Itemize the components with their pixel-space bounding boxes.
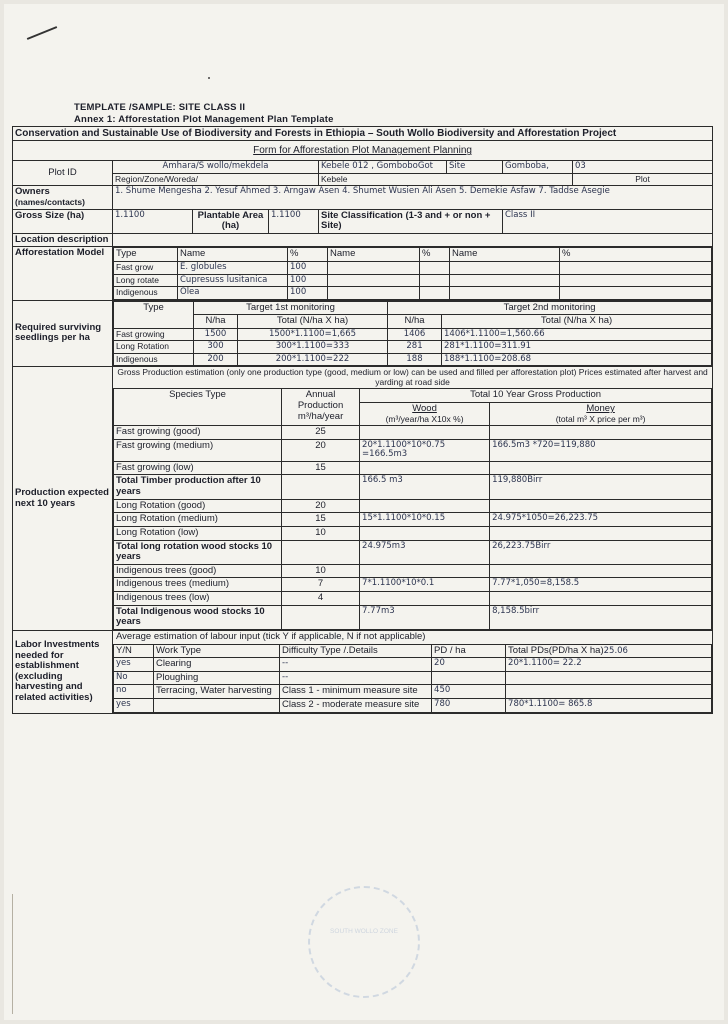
owners-label-cell [13, 186, 113, 209]
plantable-area-value: 1.1100 [269, 209, 319, 233]
region-value: Amhara/S wollo/mekdela [113, 161, 319, 174]
labor-note: Average estimation of labour input (tick Y if applicable, N if not applicable) [116, 630, 426, 642]
production-species: Fast growing (low) [114, 461, 282, 475]
production-species: Indigenous trees (medium) [114, 578, 282, 592]
wood-volume [360, 526, 490, 540]
seedling-n1: 1500 [194, 328, 238, 341]
wood-header-cell [360, 403, 490, 426]
region-label: Region/Zone/Woreda/ [113, 173, 319, 186]
seedling-n2: 281 [388, 341, 442, 354]
seedlings-table [113, 301, 712, 367]
owners-label: Owners [15, 186, 50, 198]
wood-volume: 20*1.1100*10*0.75 =166.5m3 [360, 439, 490, 461]
site-classification-value: Class II [503, 209, 713, 233]
afforestation-species: Olea [178, 287, 288, 300]
annual-production: 4 [282, 592, 360, 606]
labor-work-type: Terracing, Water harvesting [154, 685, 280, 699]
labor-work-type [154, 699, 280, 713]
total-pds-value: 25.06 [603, 645, 628, 656]
plantable-area-label: Plantable Area (ha) [193, 209, 269, 233]
labor-difficulty: Class 1 - minimum measure site [280, 685, 432, 699]
labor-difficulty: -- [280, 671, 432, 685]
seedling-type: Indigenous [114, 353, 194, 366]
labor-pd: 780 [432, 699, 506, 713]
production-species: Indigenous trees (good) [114, 564, 282, 578]
production-species: Fast growing (good) [114, 426, 282, 440]
seedling-n1: 300 [194, 341, 238, 354]
afforestation-type: Fast grow [114, 262, 178, 275]
target2-nha-header: N/ha [388, 315, 442, 329]
seedling-type: Long Rotation [114, 341, 194, 354]
annual-production: 20 [282, 499, 360, 513]
labor-table [113, 644, 712, 713]
kebele-value: Kebele 012 , GomboboGot [319, 161, 447, 174]
seedling-n2: 1406 [388, 328, 442, 341]
target2-header: Target 2nd monitoring [388, 301, 712, 315]
plot-management-form [12, 126, 713, 714]
labor-table-cell [113, 630, 713, 713]
owners-value: 1. Shume Mengesha 2. Yesuf Ahmed 3. Arngaw Asen 4. Shumet Wusien Ali Asen 5. Demekie Asfaw 7. Taddse Asegie [113, 186, 713, 209]
labor-total [506, 685, 712, 699]
labor-label: Labor Investments needed for establishment (excluding harvesting and related activities) [13, 630, 113, 713]
money-total: 8,158.5birr [490, 605, 712, 629]
annual-production [282, 605, 360, 629]
wood-volume: 7*1.1100*10*0.1 [360, 578, 490, 592]
form-title: Form for Afforestation Plot Management Planning [13, 141, 713, 161]
money-subheader: (total m³ X price per m³) [555, 413, 646, 424]
money-value [490, 564, 712, 578]
annual-production: 20 [282, 439, 360, 461]
money-value: 24.975*1050=26,223.75 [490, 513, 712, 527]
total-production-header: Total 10 Year Gross Production [360, 389, 712, 403]
annual-production: 10 [282, 564, 360, 578]
annual-production [282, 475, 360, 499]
afforestation-name-header: Name [450, 248, 560, 262]
afforestation-table [113, 247, 712, 299]
labor-total [506, 671, 712, 685]
afforestation-pct-header: % [560, 248, 712, 262]
seedling-n1: 200 [194, 353, 238, 366]
stamp-text: SOUTH WOLLO ZONE [330, 928, 398, 935]
money-value [490, 461, 712, 475]
target1-total-header: Total (N/ha X ha) [238, 315, 388, 329]
production-species: Long Rotation (low) [114, 526, 282, 540]
annual-production: 15 [282, 513, 360, 527]
money-value: 7.77*1,050=8,158.5 [490, 578, 712, 592]
seedling-type: Fast growing [114, 328, 194, 341]
money-header-cell [490, 403, 712, 426]
labor-yn: yes [114, 699, 154, 713]
annual-production: 25 [282, 426, 360, 440]
site-classification-label: Site Classification (1-3 and + or non + Site) [319, 209, 503, 233]
production-total-label: Total Timber production after 10 years [114, 475, 282, 499]
owners-sublabel: (names/contacts) [15, 197, 85, 208]
pd-ha-header: PD / ha [432, 644, 506, 658]
target2-total-header: Total (N/ha X ha) [442, 315, 712, 329]
money-header: Money [586, 403, 615, 415]
labor-work-type: Clearing [154, 658, 280, 672]
production-table-cell [113, 367, 713, 631]
yn-header: Y/N [114, 644, 154, 658]
annual-production: 7 [282, 578, 360, 592]
seedlings-table-cell [113, 300, 713, 367]
production-total-label: Total long rotation wood stocks 10 years [114, 540, 282, 564]
afforestation-name-header: Name [328, 248, 420, 262]
labor-total: 780*1.1100= 865.8 [506, 699, 712, 713]
money-value [490, 526, 712, 540]
annual-production-header: Annual Production m³/ha/year [282, 389, 360, 426]
labor-yn: yes [114, 658, 154, 672]
location-label: Location description [13, 233, 113, 247]
total-pds-header: Total PDs(PD/ha X ha) [508, 644, 604, 656]
wood-volume [360, 592, 490, 606]
official-stamp [308, 886, 420, 998]
ink-dot [208, 77, 210, 79]
gross-size-value: 1.1100 [113, 209, 193, 233]
wood-volume-total: 24.975m3 [360, 540, 490, 564]
labor-yn: No [114, 671, 154, 685]
wood-header: Wood [412, 403, 437, 415]
plot-label: Plot [573, 173, 713, 186]
seedling-n2: 188 [388, 353, 442, 366]
site-name: Gomboba, [503, 161, 573, 174]
seedling-t1: 200*1.1100=222 [238, 353, 388, 366]
production-species: Long Rotation (good) [114, 499, 282, 513]
production-species: Indigenous trees (low) [114, 592, 282, 606]
wood-subheader: (m³/year/ha X10x %) [385, 413, 464, 424]
seedling-t2: 281*1.1100=311.91 [442, 341, 712, 354]
annual-production: 15 [282, 461, 360, 475]
template-header: TEMPLATE /SAMPLE: SITE CLASS II [74, 102, 246, 113]
money-value [490, 592, 712, 606]
afforestation-table-cell [113, 247, 713, 300]
labor-total: 20*1.1100= 22.2 [506, 658, 712, 672]
labor-difficulty: -- [280, 658, 432, 672]
labor-work-type: Ploughing [154, 671, 280, 685]
afforestation-name-header: Name [178, 248, 288, 262]
seedlings-type-header: Type [114, 301, 194, 328]
wood-volume: 15*1.1100*10*0.15 [360, 513, 490, 527]
seedling-t1: 300*1.1100=333 [238, 341, 388, 354]
site-label: Site [447, 161, 503, 174]
afforestation-type: Indigenous [114, 287, 178, 300]
production-label: Production expected next 10 years [13, 367, 113, 631]
target1-header: Target 1st monitoring [194, 301, 388, 315]
plot-id-label: Plot ID [13, 161, 113, 186]
money-value [490, 426, 712, 440]
species-type-header: Species Type [114, 389, 282, 426]
labor-pd [432, 671, 506, 685]
afforestation-pct: 100 [288, 262, 328, 275]
labor-difficulty: Class 2 - moderate measure site [280, 699, 432, 713]
wood-volume-total: 166.5 m3 [360, 475, 490, 499]
wood-volume-total: 7.77m3 [360, 605, 490, 629]
margin-mark [12, 894, 13, 1014]
seedlings-label: Required surviving seedlings per ha [13, 300, 113, 367]
production-total-label: Total Indigenous wood stocks 10 years [114, 605, 282, 629]
afforestation-type-header: Type [114, 248, 178, 262]
seedling-t1: 1500*1.1100=1,665 [238, 328, 388, 341]
target1-nha-header: N/ha [194, 315, 238, 329]
gross-size-label: Gross Size (ha) [13, 209, 113, 233]
annual-production: 10 [282, 526, 360, 540]
afforestation-label: Afforestation Model [13, 247, 113, 300]
money-value: 166.5m3 *720=119,880 [490, 439, 712, 461]
kebele-label: Kebele [319, 173, 573, 186]
money-value [490, 499, 712, 513]
difficulty-header: Difficulty Type /.Details [280, 644, 432, 658]
wood-volume [360, 564, 490, 578]
labor-pd: 20 [432, 658, 506, 672]
work-type-header: Work Type [154, 644, 280, 658]
afforestation-pct: 100 [288, 274, 328, 287]
production-species: Fast growing (medium) [114, 439, 282, 461]
afforestation-species: Cupresuss lusitanica [178, 274, 288, 287]
afforestation-species: E. globules [178, 262, 288, 275]
annual-production [282, 540, 360, 564]
afforestation-type: Long rotate [114, 274, 178, 287]
afforestation-pct-header: % [288, 248, 328, 262]
seedling-t2: 1406*1.1100=1,560.66 [442, 328, 712, 341]
labor-yn: no [114, 685, 154, 699]
money-total: 26,223.75Birr [490, 540, 712, 564]
wood-volume [360, 426, 490, 440]
total-pds-header-cell [506, 644, 712, 658]
wood-volume [360, 499, 490, 513]
production-species: Long Rotation (medium) [114, 513, 282, 527]
production-table [113, 388, 712, 630]
seedling-t2: 188*1.1100=208.68 [442, 353, 712, 366]
production-note: Gross Production estimation (only one production type (good, medium or low) can be used and filled per afforestation plot) Prices estimated after harvest and yarding at road side [117, 367, 708, 387]
project-title: Conservation and Sustainable Use of Biodiversity and Forests in Ethiopia – South Wollo Biodiversity and Afforestation Project [13, 127, 713, 141]
plot-number: 03 [573, 161, 713, 174]
annex-title: Annex 1: Afforestation Plot Management Plan Template [74, 114, 334, 125]
labor-pd: 450 [432, 685, 506, 699]
afforestation-pct: 100 [288, 287, 328, 300]
location-value [113, 233, 713, 247]
afforestation-pct-header: % [420, 248, 450, 262]
money-total: 119,880Birr [490, 475, 712, 499]
wood-volume [360, 461, 490, 475]
pen-mark [27, 26, 57, 40]
